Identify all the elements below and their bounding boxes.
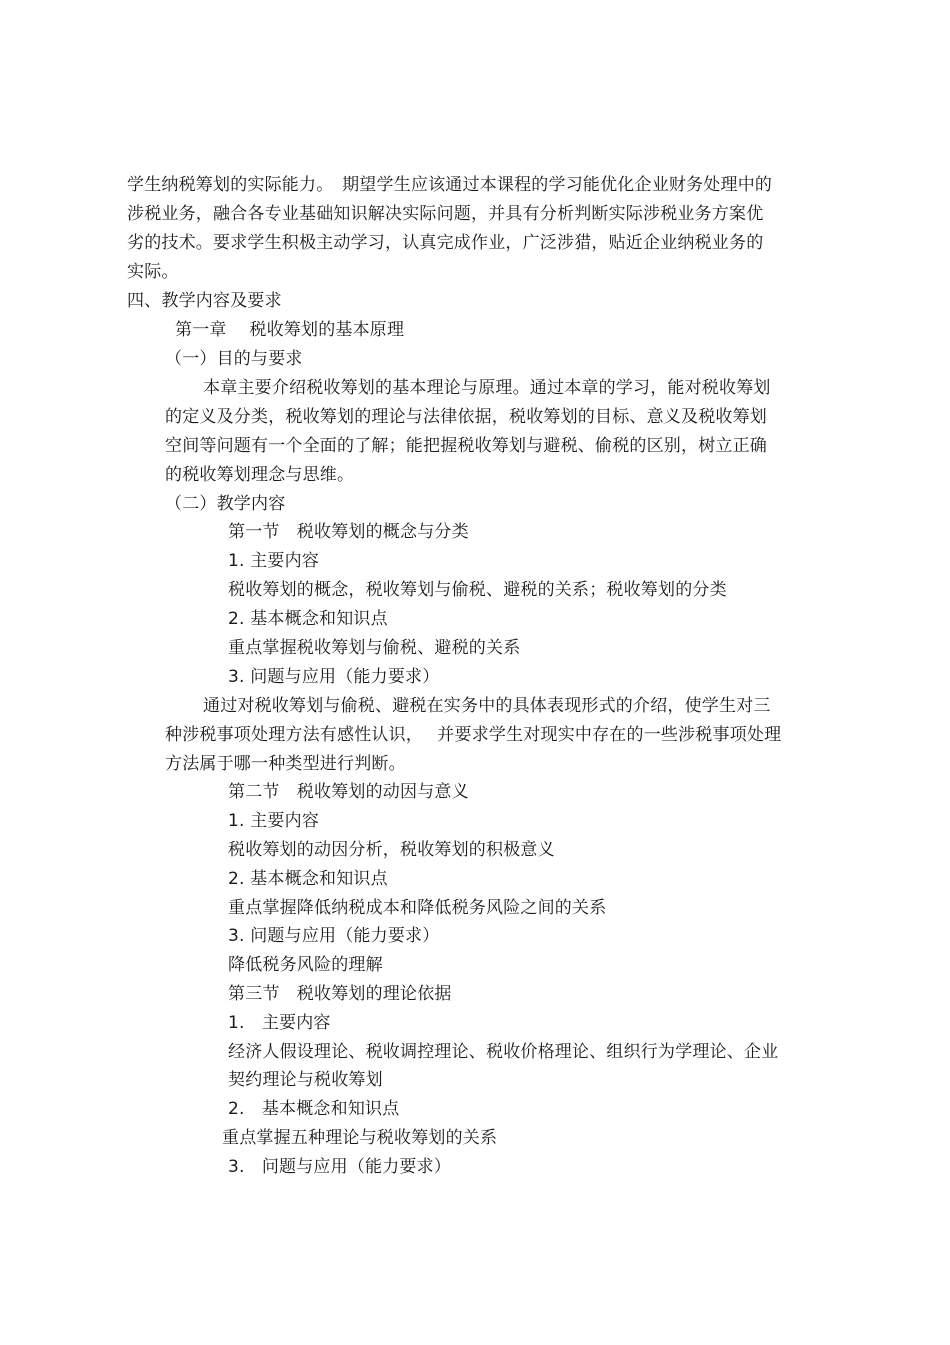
sec3-t1-2: 契约理论与税收筹划 <box>228 1070 383 1090</box>
section-heading: 四、教学内容及要求 <box>127 291 282 311</box>
sec2-t1: 税收筹划的动因分析，税收筹划的积极意义 <box>228 840 555 860</box>
sec3-h3: 3. 问题与应用（能力要求） <box>228 1157 452 1177</box>
part1-text-1: 本章主要介绍税收筹划的基本理论与原理。通过本章的学习，能对税收筹划 <box>203 378 771 398</box>
sec3-h2: 2. 基本概念和知识点 <box>228 1099 400 1119</box>
sec2-t2: 重点掌握降低纳税成本和降低税务风险之间的关系 <box>228 898 607 918</box>
sec1-title: 第一节 税收筹划的概念与分类 <box>228 522 469 542</box>
part1-heading: （一）目的与要求 <box>165 349 303 369</box>
sec3-h1: 1. 主要内容 <box>228 1013 331 1033</box>
sec1-t1: 税收筹划的概念，税收筹划与偷税、避税的关系；税收筹划的分类 <box>228 580 727 600</box>
sec2-h1: 1. 主要内容 <box>228 811 320 831</box>
sec2-t3: 降低税务风险的理解 <box>228 955 383 975</box>
sec2-h2: 2. 基本概念和知识点 <box>228 869 388 889</box>
sec1-t3-1: 通过对税收筹划与偷税、避税在实务中的具体表现形式的介绍，使学生对三 <box>203 696 771 716</box>
part1-text-4: 的税收筹划理念与思维。 <box>165 465 355 485</box>
intro-line-1: 学生纳税筹划的实际能力。 期望学生应该通过本课程的学习能优化企业财务处理中的 <box>127 175 773 195</box>
sec1-h2: 2. 基本概念和知识点 <box>228 609 388 629</box>
sec3-t2: 重点掌握五种理论与税收筹划的关系 <box>222 1128 498 1148</box>
intro-line-4: 实际。 <box>127 262 179 282</box>
chapter-title: 第一章 税收筹划的基本原理 <box>175 320 405 340</box>
sec2-title: 第二节 税收筹划的动因与意义 <box>228 782 469 802</box>
sec1-t2: 重点掌握税收筹划与偷税、避税的关系 <box>228 638 521 658</box>
sec2-h3: 3. 问题与应用（能力要求） <box>228 926 440 946</box>
part1-text-3: 空间等问题有一个全面的了解；能把握税收筹划与避税、偷税的区别，树立正确 <box>165 436 767 456</box>
part1-text-2: 的定义及分类，税收筹划的理论与法律依据，税收筹划的目标、意义及税收筹划 <box>165 407 767 427</box>
part2-heading: （二）教学内容 <box>165 494 286 514</box>
sec1-h1: 1. 主要内容 <box>228 551 320 571</box>
sec1-t3-3: 方法属于哪一种类型进行判断。 <box>165 754 406 774</box>
sec3-title: 第三节 税收筹划的理论依据 <box>228 984 452 1004</box>
sec3-t1-1: 经济人假设理论、税收调控理论、税收价格理论、组织行为学理论、企业 <box>228 1042 779 1062</box>
intro-line-2: 涉税业务，融合各专业基础知识解决实际问题，并具有分析判断实际涉税业务方案优 <box>127 204 764 224</box>
intro-line-3: 劣的技术。要求学生积极主动学习，认真完成作业，广泛涉猎，贴近企业纳税业务的 <box>127 233 764 253</box>
sec1-t3-2: 种涉税事项处理方法有感性认识， 并要求学生对现实中存在的一些涉税事项处理 <box>165 725 782 745</box>
sec1-h3: 3. 问题与应用（能力要求） <box>228 667 440 687</box>
